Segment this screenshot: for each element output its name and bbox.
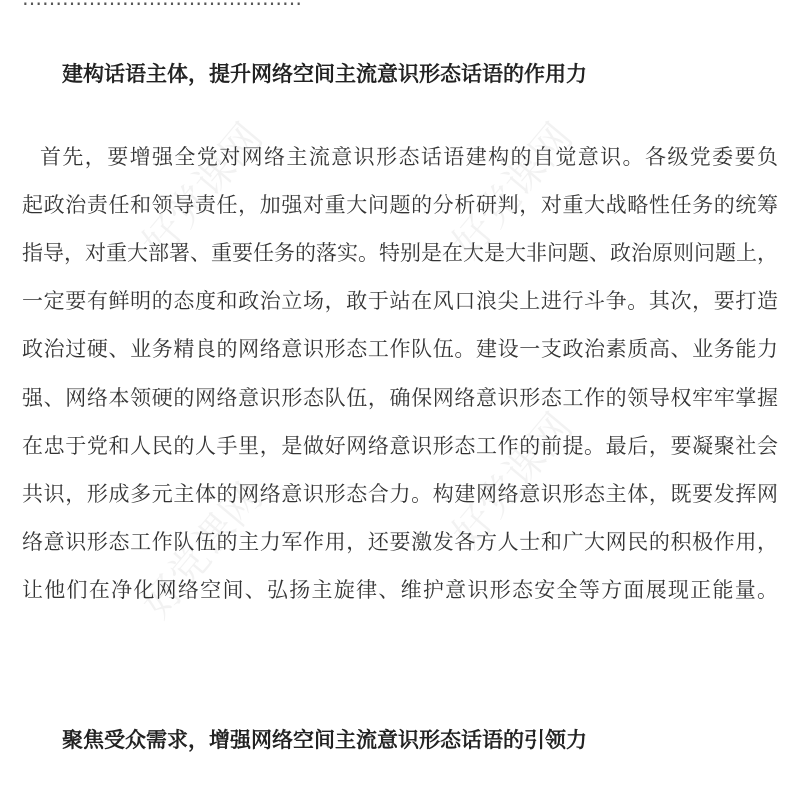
paragraph-line: 指导，对重大部署、重要任务的落实。特别是在大是大非问题、政治原则问题上， <box>22 241 778 265</box>
paragraph-line: 共识，形成多元主体的网络意识形态合力。构建网络意识形态主体，既要发挥网 <box>22 482 778 506</box>
paragraph-line: 起政治责任和领导责任，加强对重大问题的分析研判，对重大战略性任务的统筹 <box>22 193 778 217</box>
paragraph-line: 政治过硬、业务精良的网络意识形态工作队伍。建设一支政治素质高、业务能力 <box>22 337 778 361</box>
paragraph-line: 在忠于党和人民的人手里，是做好网络意识形态工作的前提。最后，要凝聚社会 <box>22 434 778 458</box>
watermark: 好党课网 <box>133 114 272 267</box>
watermark: 好党课网 <box>443 114 582 267</box>
paragraph-line: 一定要有鲜明的态度和政治立场，敢于站在风口浪尖上进行斗争。其次，要打造 <box>22 289 778 313</box>
paragraph-line: 强、网络本领硬的网络意识形态队伍，确保网络意识形态工作的领导权牢牢掌握 <box>22 386 778 410</box>
section-heading: 聚焦受众需求，增强网络空间主流意识形态话语的引领力 <box>62 728 587 752</box>
paragraph-line: 让他们在净化网络空间、弘扬主旋律、维护意识形态安全等方面展现正能量。 <box>22 578 778 602</box>
section-heading: 建构话语主体，提升网络空间主流意识形态话语的作用力 <box>62 62 587 86</box>
paragraph-line: 首先，要增强全党对网络主流意识形态话语建构的自觉意识。各级党委要负 <box>40 145 778 169</box>
watermark: 好党课网 <box>443 404 582 557</box>
paragraph-line: 络意识形态工作队伍的主力军作用，还要激发各方人士和广大网民的积极作用， <box>22 530 778 554</box>
watermark: 好党课网 <box>133 474 272 627</box>
cut-off-text-line <box>22 0 778 10</box>
